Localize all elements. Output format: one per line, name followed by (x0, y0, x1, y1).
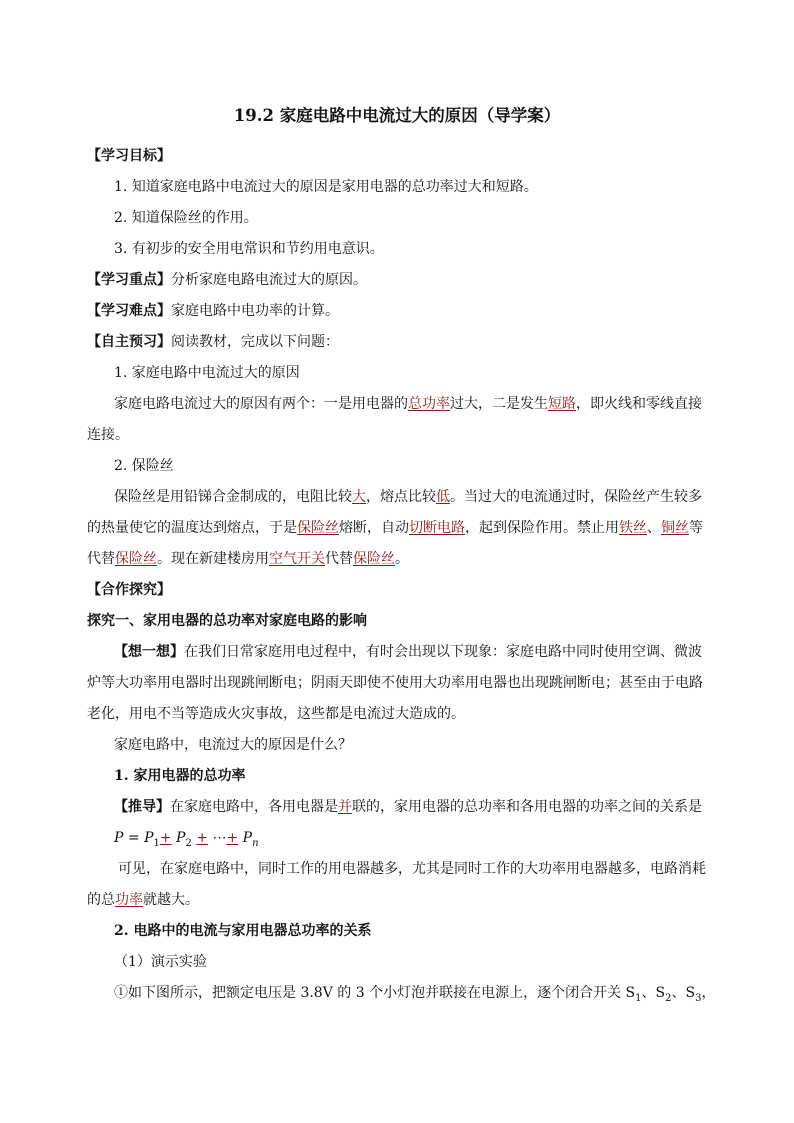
formula-symbol: P (144, 830, 154, 846)
step1-line (114, 983, 715, 1009)
text-segment: ①如下图所示，把额定电压是 3.8V 的 3 个小灯泡并联接在电源上，逐个闭合开关 S (114, 985, 636, 1001)
text-segment: ，起到保险作用。禁止用 (465, 520, 619, 536)
text-segment: 代替 (325, 551, 353, 567)
text-segment: 过大，二是发生 (450, 396, 548, 412)
objectives-heading: 【学习目标】 (87, 148, 171, 164)
preview-q2-line1 (114, 487, 702, 507)
answer-plus-2: + (196, 830, 209, 846)
demo-heading: （1）演示实验 (114, 954, 207, 970)
think-line2: 炉等大功率用电器时出现跳闸断电；阴雨天即使不使用大功率用电器也出现跳闸断电；甚至由于电路 (87, 675, 703, 691)
answer-fuse: 保险丝 (297, 520, 339, 536)
answer-iron-wire: 铁丝 (619, 520, 647, 536)
difficulty-label: 【学习难点】 (87, 303, 171, 319)
page-title: 19.2 家庭电路中电流过大的原因（导学案） (233, 106, 561, 125)
power-formula (114, 828, 259, 854)
preview-q2-heading: 2. 保险丝 (114, 458, 174, 474)
answer-plus-1: + (159, 830, 172, 846)
objective-item-3: 3. 有初步的安全用电常识和节约用电意识。 (114, 241, 384, 257)
text-segment: 代替 (87, 551, 115, 567)
text-segment: 就越大。 (143, 892, 199, 908)
text-segment: 熔断，自动 (339, 520, 409, 536)
sub-heading-1: 1. 家用电器的总功率 (114, 768, 246, 784)
answer-cut-circuit: 切断电路 (409, 520, 465, 536)
objective-item-2: 2. 知道保险丝的作用。 (114, 210, 258, 226)
answer-short-circuit: 短路 (548, 396, 576, 412)
text-segment: ， (701, 985, 716, 1001)
formula-subscript: 1 (153, 837, 160, 849)
text-segment: 的总 (87, 892, 115, 908)
text-segment: 联的，家用电器的总功率和各用电器的功率之间的关系是 (352, 799, 702, 815)
preview-text: 阅读教材，完成以下问题： (171, 334, 339, 350)
text-segment: 在我们日常家庭用电过程中，有时会出现以下现象：家庭电路中同时使用空调、微波 (184, 644, 702, 660)
text-segment: 的热量使它的温度达到熔点，于是 (87, 520, 297, 536)
text-segment: 。现在新建楼房用 (157, 551, 269, 567)
answer-total-power: 总功率 (408, 396, 450, 412)
text-segment: 、S (641, 985, 666, 1001)
answer-power: 功率 (115, 892, 143, 908)
answer-parallel: 并 (338, 799, 352, 815)
key-point-line (87, 270, 367, 290)
explore-1-heading: 探究一、家用电器的总功率对家庭电路的影响 (87, 613, 367, 629)
preview-line (87, 332, 339, 352)
conclude-line1: 可见，在家庭电路中，同时工作的用电器越多，尤其是同时工作的大功率用电器越多，电路消耗 (118, 861, 706, 877)
derive-line (114, 797, 702, 817)
text-segment: 、S (671, 985, 696, 1001)
text-segment: 家庭电路电流过大的原因有两个：一是用电器的 (114, 396, 408, 412)
objective-item-1: 1. 知道家庭电路中电流过大的原因是家用电器的总功率过大和短路。 (114, 179, 538, 195)
formula-equals: = (123, 830, 145, 846)
text-segment: 、 (647, 520, 661, 536)
preview-q2-line3 (87, 549, 409, 569)
difficulty-line (87, 301, 339, 321)
think-label: 【想一想】 (114, 644, 184, 660)
conclude-line2 (87, 890, 199, 910)
preview-q1-line2: 连接。 (87, 427, 129, 443)
derive-label: 【推导】 (114, 799, 170, 815)
answer-copper-wire: 铜丝 (661, 520, 689, 536)
text-segment: 在家庭电路中，各用电器是 (170, 799, 338, 815)
preview-q2-line2 (87, 518, 703, 538)
answer-fuse-3: 保险丝 (353, 551, 395, 567)
formula-symbol: P (114, 830, 124, 846)
formula-subscript: 2 (185, 837, 192, 849)
text-segment: 保险丝是用铅锑合金制成的，电阻比较 (114, 489, 352, 505)
text-segment: ，熔点比较 (366, 489, 436, 505)
answer-low: 低 (436, 489, 450, 505)
switch-subscript: 2 (665, 992, 672, 1004)
switch-subscript: 1 (635, 992, 642, 1004)
think-line3: 老化，用电不当等造成火灾事故，这些都是电流过大造成的。 (87, 706, 465, 722)
sub-heading-2: 2. 电路中的电流与家用电器总功率的关系 (114, 923, 372, 939)
preview-q1-line1 (114, 394, 702, 414)
answer-plus-3: + (226, 830, 239, 846)
key-point-label: 【学习重点】 (87, 272, 171, 288)
think-line1 (114, 642, 702, 662)
answer-air-switch: 空气开关 (269, 551, 325, 567)
preview-label: 【自主预习】 (87, 334, 171, 350)
coop-heading: 【合作探究】 (87, 582, 171, 598)
switch-subscript: 3 (695, 992, 702, 1004)
formula-symbol: P (176, 830, 186, 846)
question-line: 家庭电路中，电流过大的原因是什么？ (114, 737, 352, 753)
formula-subscript: n (252, 837, 259, 849)
preview-q1-heading: 1. 家庭电路中电流过大的原因 (114, 365, 300, 381)
formula-symbol: P (242, 830, 253, 846)
formula-dots: ⋯ (208, 830, 227, 846)
answer-fuse-2: 保险丝 (115, 551, 157, 567)
text-segment: 等 (689, 520, 703, 536)
text-segment: ，即火线和零线直接 (576, 396, 702, 412)
text-segment: 。 (395, 551, 409, 567)
difficulty-text: 家庭电路中电功率的计算。 (171, 303, 339, 319)
answer-large: 大 (352, 489, 366, 505)
text-segment: 。当过大的电流通过时，保险丝产生较多 (450, 489, 702, 505)
key-point-text: 分析家庭电路电流过大的原因。 (171, 272, 367, 288)
